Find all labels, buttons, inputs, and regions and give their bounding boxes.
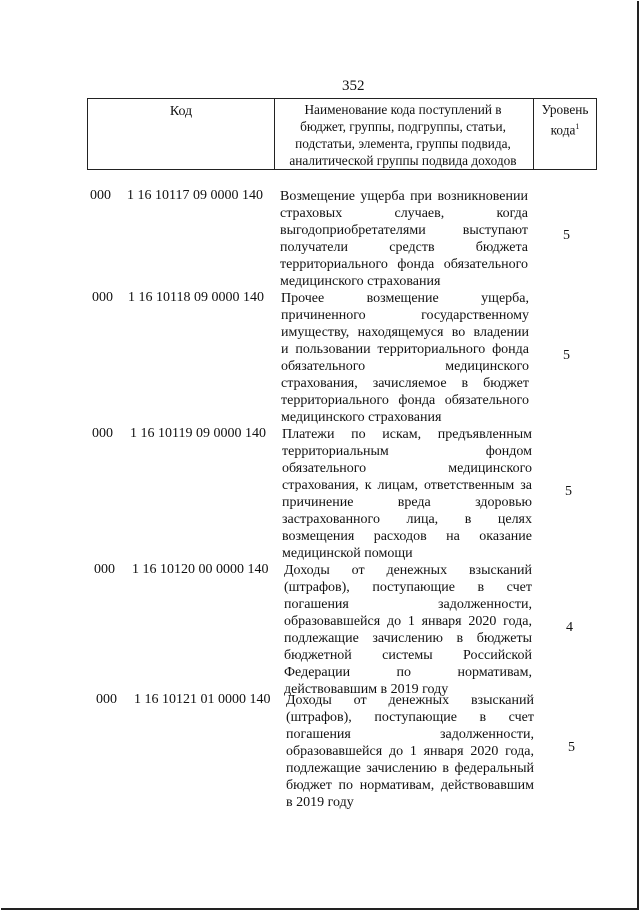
row-level: 5 — [565, 484, 572, 499]
table-header — [87, 98, 597, 170]
row-description — [282, 426, 532, 562]
description-line: территориального фонда обязательного — [281, 393, 529, 408]
description-line: действовавшим в 2019 году — [284, 682, 449, 697]
header-level — [534, 101, 596, 138]
row-description — [286, 692, 534, 811]
description-line: причиненного государственному — [281, 308, 529, 323]
row-code: 1 16 10119 09 0000 140 — [130, 426, 266, 441]
row-prefix: 000 — [92, 290, 113, 305]
description-line: образовавшейся до 1 января 2020 года, — [284, 614, 532, 629]
row-code: 1 16 10118 09 0000 140 — [128, 290, 264, 305]
header-name-line: Наименование кода поступлений в — [304, 102, 502, 117]
description-line: имуществу, находящемуся во владении — [281, 325, 529, 340]
description-line: образовавшейся до 1 января 2020 года, — [286, 744, 534, 759]
row-level: 4 — [566, 620, 573, 635]
header-level-line: Уровень — [541, 102, 589, 117]
row-code: 1 16 10120 00 0000 140 — [132, 562, 269, 577]
description-line: причинение вреда здоровью — [282, 495, 532, 510]
description-line: получатели средств бюджета — [280, 240, 528, 255]
description-line: медицинского страхования — [280, 274, 441, 289]
description-line: погашения задолженности, — [284, 597, 532, 612]
row-level: 5 — [563, 228, 570, 243]
row-code: 1 16 10117 09 0000 140 — [127, 188, 263, 203]
description-line: обязательного медицинского — [282, 461, 532, 476]
description-line: территориальным фондом — [282, 444, 532, 459]
description-line: (штрафов), поступающие в счет — [284, 580, 532, 595]
description-line: застрахованного лица, в целях — [282, 512, 532, 527]
description-line: возмещения расходов на оказание — [282, 529, 532, 544]
row-level: 5 — [568, 740, 575, 755]
page-number: 352 — [342, 78, 365, 94]
description-line: Доходы от денежных взысканий — [286, 693, 534, 708]
description-line: Федерации по нормативам, — [284, 665, 532, 680]
header-name-line: бюджет, группы, подгруппы, статьи, — [300, 119, 506, 134]
header-level-footnote: 1 — [575, 122, 580, 131]
description-line: бюджетной системы Российской — [284, 648, 532, 663]
description-line: подлежащие зачислению в федеральный — [286, 761, 534, 776]
description-line: медицинского страхования — [281, 410, 442, 425]
description-line: Доходы от денежных взысканий — [284, 563, 532, 578]
header-name-line: подстатьи, элемента, группы подвида, — [295, 136, 511, 151]
description-line: территориального фонда обязательного — [280, 257, 528, 272]
header-name-line: аналитической группы подвида доходов — [289, 153, 517, 168]
description-line: Прочее возмещение ущерба, — [281, 291, 529, 306]
header-level-line: кода — [550, 122, 576, 138]
description-line: страховых случаев, когда — [280, 206, 528, 221]
row-code: 1 16 10121 01 0000 140 — [134, 692, 271, 707]
row-description — [281, 290, 529, 426]
description-line: страхования, к лицам, ответственным за — [282, 478, 532, 493]
description-line: в 2019 году — [286, 795, 354, 810]
row-prefix: 000 — [96, 692, 117, 707]
row-prefix: 000 — [90, 188, 111, 203]
row-description — [284, 562, 532, 698]
description-line: подлежащие зачислению в бюджеты — [284, 631, 532, 646]
row-description — [280, 188, 528, 290]
header-code: Код — [88, 99, 275, 169]
description-line: погашения задолженности, — [286, 727, 534, 742]
description-line: выгодоприобретателями выступают — [280, 223, 528, 238]
description-line: страхования, зачисляемое в бюджет — [281, 376, 529, 391]
description-line: Платежи по искам, предъявленным — [282, 427, 532, 442]
description-line: Возмещение ущерба при возникновении — [280, 189, 528, 204]
description-line: обязательного медицинского — [281, 359, 529, 374]
row-prefix: 000 — [94, 562, 115, 577]
description-line: (штрафов), поступающие в счет — [286, 710, 534, 725]
description-line: медицинской помощи — [282, 546, 413, 561]
row-level: 5 — [563, 348, 570, 363]
description-line: бюджет по нормативам, действовавшим — [286, 778, 534, 793]
description-line: и пользовании территориального фонда — [281, 342, 529, 357]
row-prefix: 000 — [92, 426, 113, 441]
